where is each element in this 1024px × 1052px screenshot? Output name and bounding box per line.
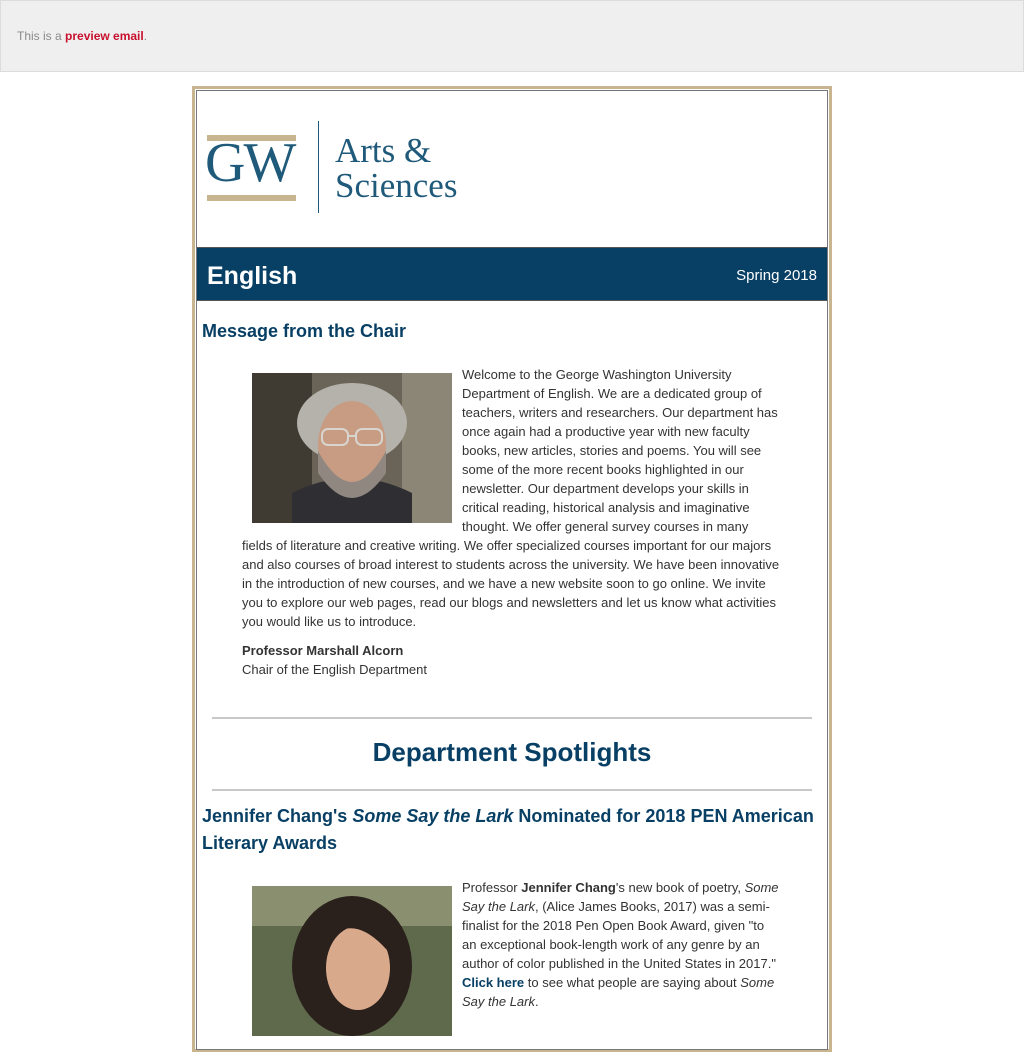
- chair-signature-title: Chair of the English Department: [242, 662, 427, 677]
- chair-portrait-image: [252, 373, 452, 523]
- author-portrait-image: [252, 886, 452, 1036]
- logo-divider: [318, 121, 319, 213]
- spotlights-bottom-rule: [212, 789, 812, 791]
- chair-message-text: Welcome to the George Washington University Department of English. We are a dedicated group of teachers, writers and researchers. Our department has once again had a productive year with new faculty books, new articles, stories and poems. You will see some of the more recent books highlighted in our newsletter. Our department develops your skills in critical reading, historical analysis and imaginative thought. We offer general survey courses in many fields of literature and creative writing. We offer specialized courses important for our majors and also courses of broad interest to students across the university. We have been innovative in the introduction of new courses, and we have a new website soon to go online. We invite you to explore our web pages, read our blogs and newsletters and let us know what activities you would like us to introduce.: [242, 367, 780, 629]
- preview-notice: This is a preview email.: [17, 29, 148, 43]
- article-photo: [252, 886, 452, 1036]
- newsletter-date: Spring 2018: [736, 267, 817, 284]
- logo-line-1: Arts &: [335, 131, 432, 170]
- email-frame: [192, 86, 832, 1052]
- chair-heading: Message from the Chair: [202, 321, 407, 341]
- email-content: [196, 90, 828, 1050]
- author-name: Jennifer Chang: [521, 880, 616, 895]
- logo-gw-mark: GW: [205, 132, 295, 194]
- chair-message: [242, 365, 782, 679]
- article-title: Jennifer Chang's Some Say the Lark Nominated for 2018 PEN American Literary Awards: [202, 806, 814, 853]
- logo-line-2: Sciences: [335, 166, 458, 205]
- spotlights-top-rule: [212, 717, 812, 719]
- newsletter-title: English: [207, 262, 298, 290]
- article-body: Professor Jennifer Chang's new book of poetry, Some Say the Lark, (Alice James Books, 2017) was a semi-finalist for the 2018 Pen Open Book Award, given "to an exceptional book-length work of any genre by an author of color published in the United States in 2017." Click here to see what people are saying about Some Say the Lark.: [242, 878, 782, 1040]
- spotlights-heading: Department Spotlights: [372, 737, 652, 767]
- chair-signature-name: Professor Marshall Alcorn: [242, 643, 404, 658]
- logo-bottom-bar: [207, 195, 296, 201]
- newsletter-header: [197, 247, 827, 301]
- click-here-link[interactable]: Click here: [462, 975, 525, 990]
- preview-email-link[interactable]: preview email: [65, 29, 144, 43]
- preview-bar: [0, 0, 1024, 72]
- chair-photo: [252, 373, 452, 523]
- gw-arts-sciences-logo[interactable]: [197, 91, 827, 245]
